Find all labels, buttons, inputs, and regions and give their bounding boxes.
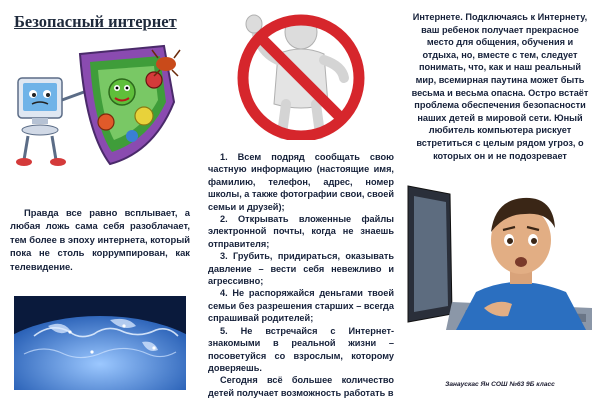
virus-shield-illustration	[14, 40, 186, 170]
page-title: Безопасный интернет	[14, 12, 177, 31]
intro-paragraph: Правда все равно всплывает, а любая ложь сама себя разоблачает, тем более в эпоху интернета, который пока не столь коррумпирован, как телевидение.	[10, 207, 190, 272]
rule-item: 2. Открывать вложенные файлы электронной почты, когда не знаешь отправителя;	[208, 214, 394, 249]
rules-continuation: Сегодня всё большее количество детей получает возможность работать в	[208, 375, 394, 398]
rule-item: 4. Не распоряжайся деньгами твоей семьи без разрешения старших – всегда спрашивай родителей;	[208, 288, 394, 324]
boy-at-computer-photo	[406, 182, 592, 330]
rule-item: 5. Не встречайся с Интернет-знакомыми в реальной жизни – посоветуйся со взрослым, которому доверяешь.	[208, 325, 394, 373]
world-map-image	[14, 296, 186, 390]
internet-paragraph: Интернете. Подключаясь к Интернету, ваш ребенок получает прекрасное место для общения, обучения и отдыха, но, вместе с тем, следует понимать, что, как и наш реальный мир, всемирная паутина может быть весьма и весьма опасна. Остро встаёт проблема обеспечения безопасности наших детей в мировой сети. Юный любитель компьютера рискует встретиться с целым рядом угроз, о которых он и не подозревает	[411, 12, 589, 161]
rule-item: 1. Всем подряд сообщать свою частную информацию (настоящие имя, фамилию, телефон, адрес, номер школы, а также фотографии свои, своей семьи и друзей);	[208, 152, 394, 212]
computer-character-icon	[16, 78, 84, 166]
rules-list	[208, 151, 394, 399]
stop-sign-illustration	[226, 0, 376, 140]
rule-item: 3. Грубить, придираться, оказывать давление – вести себя невежливо и агрессивно;	[208, 251, 394, 287]
author-credit: Занаускас Ян СОШ №63 9Б класс	[445, 381, 555, 388]
